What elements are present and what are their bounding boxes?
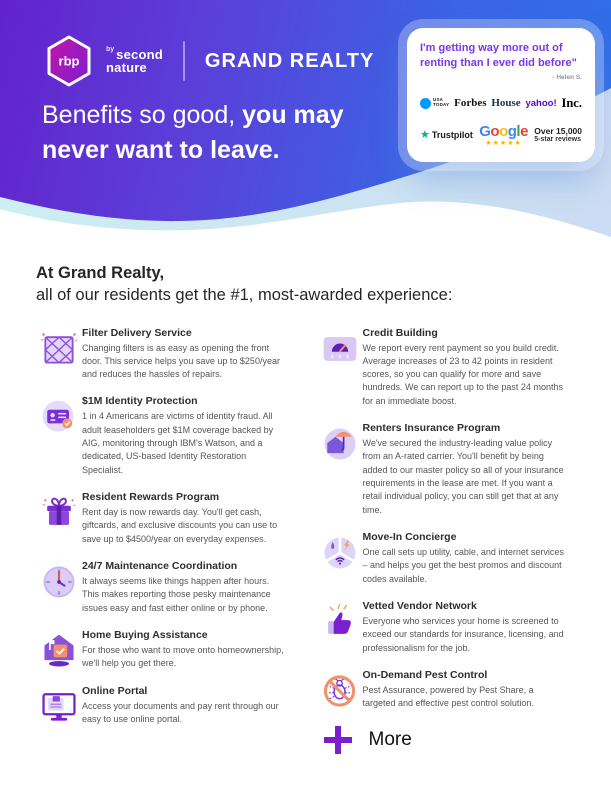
id-card-icon (36, 395, 82, 477)
headline-bold-2: never want to leave. (42, 135, 280, 164)
logo-divider (183, 41, 185, 81)
house-logo: House (491, 97, 521, 110)
press-logos-row (420, 96, 582, 111)
benefit-title: Vetted Vendor Network (362, 599, 477, 612)
benefit-identity-protection (36, 395, 295, 477)
brand-line-1: second (116, 47, 163, 63)
second-nature-wordmark (106, 47, 163, 75)
benefit-desc: Access your documents and pay rent through our easy to use online portal. (82, 700, 279, 725)
umbrella-house-icon (317, 422, 363, 517)
benefit-title: Renters Insurance Program (362, 422, 501, 435)
benefit-title: Credit Building (362, 326, 438, 339)
review-count-line1: Over 15,000 (534, 125, 582, 136)
section-heading-line2: all of our residents get the #1, most-awarded experience: (36, 286, 453, 305)
benefit-credit-building (317, 327, 576, 409)
company-name: GRAND REALTY (204, 49, 375, 72)
benefits-left-column (36, 327, 295, 755)
benefits-right-column (317, 327, 576, 755)
google-stars-icon: ★★★★★ (485, 139, 522, 147)
benefit-title: 24/7 Maintenance Coordination (82, 559, 238, 572)
benefit-desc: Everyone who services your home is screened to exceed our standards for insurance, licensing, and professionalism for the job. (362, 615, 564, 653)
benefit-desc: One call sets up utility, cable, and internet services – and helps you get the best promos and discount codes available. (362, 546, 564, 584)
reviews-row (420, 124, 582, 147)
yahoo-logo: yahoo! (525, 97, 557, 109)
testimonial-quote: I'm getting way more out of renting than I ever did before" (420, 42, 577, 69)
more-row (317, 725, 576, 755)
benefit-desc: Pest Assurance, powered by Pest Share, a targeted and effective pest control solution. (362, 684, 534, 709)
headline (42, 98, 344, 167)
benefit-renters-insurance (317, 422, 576, 517)
section-heading (36, 262, 575, 307)
thumbs-up-icon (317, 600, 363, 655)
forbes-logo: Forbes (454, 97, 487, 110)
more-label: More (368, 728, 412, 750)
benefit-desc: 1 in 4 Americans are victims of identity fraud. All adult leaseholders get $1M coverage backed by AIG, monitoring through IBM's Watson, and a dedicated, US-based Identity Restoration Specialist. (82, 411, 274, 475)
benefit-desc: It always seems like things happen after hours. This makes reporting those pesky maintenance issues easy and fast either online or by phone. (82, 575, 271, 613)
house-check-icon (36, 629, 82, 671)
no-bug-icon (317, 669, 363, 711)
svg-text:★ ★ ★: ★ ★ ★ (328, 353, 351, 361)
header-banner (0, 0, 611, 248)
benefits-section (0, 248, 611, 755)
benefit-title: $1M Identity Protection (82, 395, 198, 408)
filter-icon (36, 327, 82, 382)
brand-line-2: nature (106, 60, 147, 76)
svg-text:rbp: rbp (58, 53, 80, 69)
benefit-desc: For those who want to move onto homeownership, we'll help you get there. (82, 644, 284, 669)
by-label: by (106, 46, 115, 54)
benefit-vetted-vendor (317, 600, 576, 655)
trustpilot-star-icon: ★ (420, 128, 430, 141)
gauge-icon (317, 327, 363, 409)
utilities-icon (317, 531, 363, 586)
benefit-pest-control (317, 669, 576, 711)
benefit-desc: We've secured the industry-leading value policy from an A-rated carrier. You'll benefit by being added to our master policy so all of your insurance requirements in the lease are met. If you want a retail individual policy, you can still get that at any time. (362, 438, 564, 515)
benefit-move-in-concierge (317, 531, 576, 586)
benefits-grid (36, 327, 575, 755)
usa-today-line1: USA (433, 97, 444, 103)
usa-today-logo (420, 98, 449, 109)
benefit-maintenance (36, 560, 295, 615)
monitor-icon (36, 685, 82, 727)
trustpilot-label: Trustpilot (431, 130, 473, 141)
benefit-desc: We report every rent payment so you build credit. Average increases of 23 to 42 points in resident scores, so you can qualify for more and save hundreds. We can report up to the past 24 months for an immediate boost. (362, 342, 563, 406)
review-count-line2: 5-star reviews (534, 136, 581, 144)
benefit-desc: Changing filters is as easy as opening the front door. This service helps you save up to $250/year and reduces the hassles of repairs. (82, 342, 280, 380)
google-wordmark: Google (479, 122, 528, 140)
section-heading-line1: At Grand Realty, (36, 264, 165, 282)
rbp-logo-icon (42, 34, 96, 88)
benefit-title: Home Buying Assistance (82, 628, 208, 641)
plus-icon (323, 725, 353, 755)
benefit-title: On-Demand Pest Control (362, 668, 488, 681)
google-logo (479, 124, 528, 147)
trustpilot-logo (420, 130, 473, 141)
usa-today-line2: TODAY (433, 102, 450, 108)
benefit-title: Resident Rewards Program (82, 491, 220, 504)
testimonial-attribution: - Helen S. (552, 73, 582, 81)
usa-today-dot-icon (420, 98, 431, 109)
benefit-online-portal (36, 685, 295, 727)
logo-row (42, 34, 374, 88)
headline-bold-1: you may (242, 101, 344, 129)
benefit-filter-delivery (36, 327, 295, 382)
review-count (534, 126, 582, 145)
gift-icon (36, 491, 82, 546)
benefit-home-buying (36, 629, 295, 671)
clock-icon (36, 560, 82, 615)
headline-light: Benefits so good, (42, 101, 243, 129)
testimonial-card (407, 28, 595, 162)
benefit-resident-rewards (36, 491, 295, 546)
benefit-title: Filter Delivery Service (82, 326, 192, 339)
benefit-title: Move-In Concierge (362, 530, 457, 543)
benefit-title: Online Portal (82, 684, 148, 697)
inc-logo: Inc. (561, 95, 582, 110)
benefit-desc: Rent day is now rewards day. You'll get cash, giftcards, and exclusive discounts you can use to save up to $4500/year on everyday expenses. (82, 507, 278, 544)
